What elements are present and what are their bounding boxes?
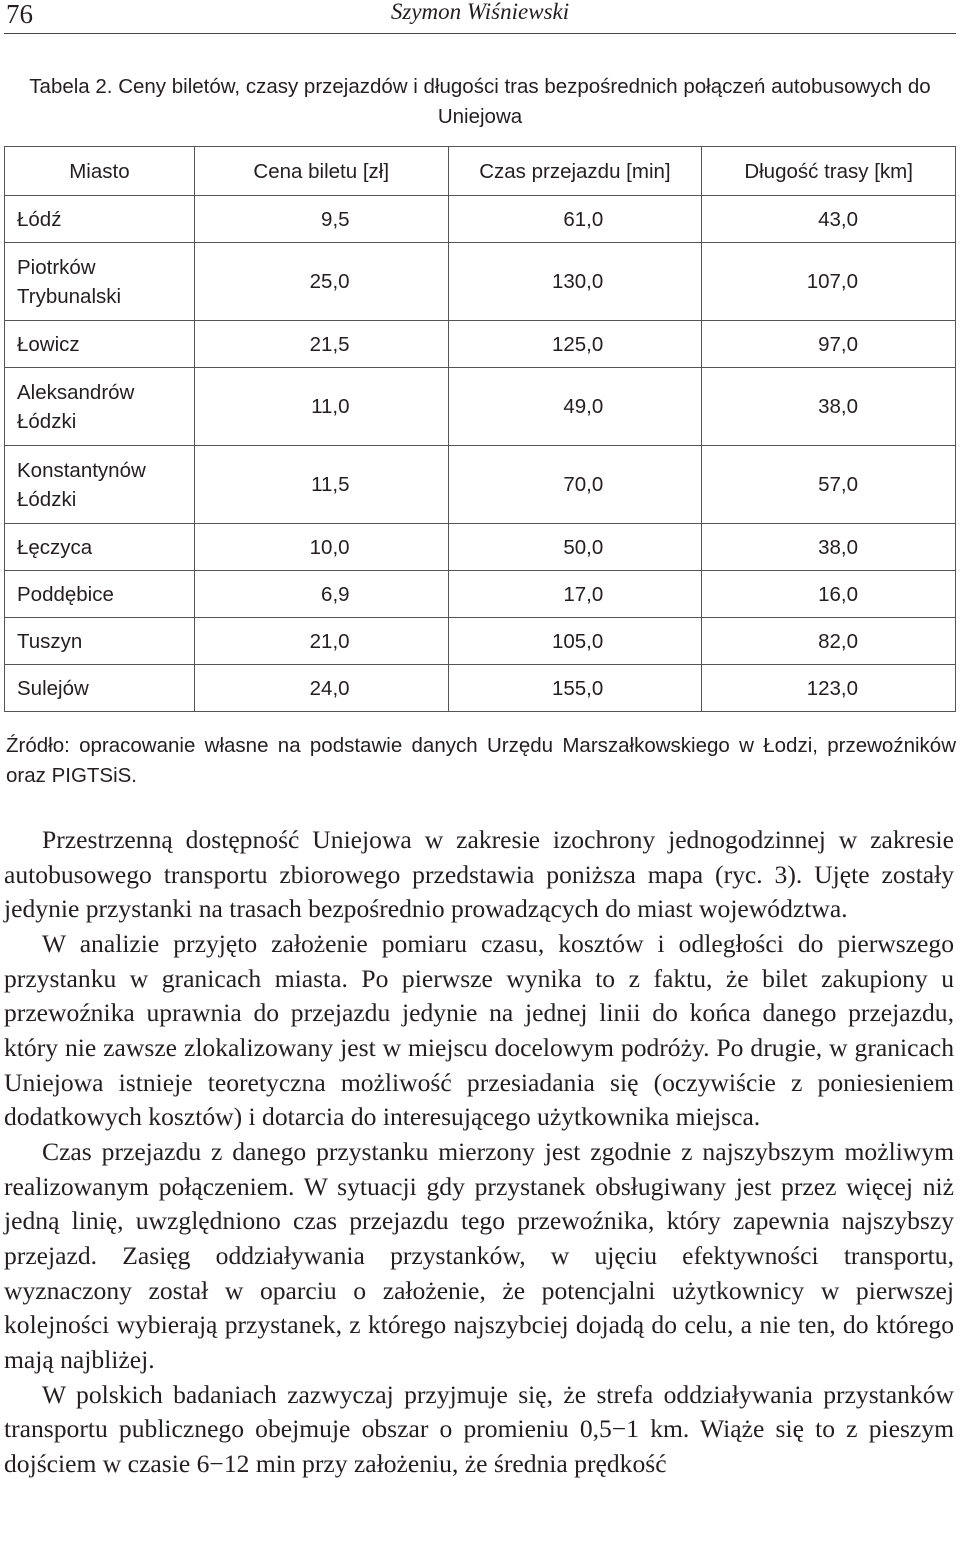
price-cell: 25,0 (194, 243, 448, 321)
table-row (5, 321, 956, 368)
city-cell: Łęczyca (5, 524, 195, 571)
time-cell: 105,0 (448, 618, 702, 665)
column-header-length: Długość trasy [km] (702, 147, 956, 196)
length-cell: 43,0 (702, 196, 956, 243)
price-cell: 21,0 (194, 618, 448, 665)
time-cell: 50,0 (448, 524, 702, 571)
length-cell: 123,0 (702, 665, 956, 712)
paragraph: Przestrzenną dostępność Uniejowa w zakresie izochrony jednogodzinnej w zakresie autobusowego transportu zbiorowego przedstawia poniższa mapa (ryc. 3). Ujęte zostały jedynie przystanki na trasach bezpośrednio prowadzących do miast województwa. (4, 825, 954, 924)
body-text (4, 823, 954, 1481)
length-cell: 97,0 (702, 321, 956, 368)
table-row (5, 524, 956, 571)
city-cell: Piotrków Trybunalski (5, 243, 195, 321)
table-header-row (5, 147, 956, 196)
price-cell: 11,5 (194, 446, 448, 524)
city-cell: Aleksandrów Łódzki (5, 368, 195, 446)
time-cell: 155,0 (448, 665, 702, 712)
table-row (5, 243, 956, 321)
time-cell: 70,0 (448, 446, 702, 524)
time-cell: 125,0 (448, 321, 702, 368)
time-cell: 17,0 (448, 571, 702, 618)
table-row (5, 618, 956, 665)
city-cell: Poddębice (5, 571, 195, 618)
length-cell: 57,0 (702, 446, 956, 524)
column-header-price: Cena biletu [zł] (194, 147, 448, 196)
column-header-city: Miasto (5, 147, 195, 196)
header-divider (4, 33, 956, 34)
price-cell: 21,5 (194, 321, 448, 368)
running-head-author: Szymon Wiśniewski (390, 0, 570, 24)
length-cell: 107,0 (702, 243, 956, 321)
city-cell: Łódź (5, 196, 195, 243)
city-cell: Sulejów (5, 665, 195, 712)
paragraph: W analizie przyjęto założenie pomiaru czasu, kosztów i odległości do pierwszego przystanku w granicach miasta. Po pierwsze wynika to z faktu, że bilet zakupiony u przewoźnika uprawnia do przejazdu jedynie na jednej linii do końca danego przejazdu, który nie zawsze zlokalizowany jest w miejscu docelowym podróży. Po drugie, w granicach Uniejowa istnieje teoretyczna możliwość przesiadania się (oczywiście z poniesieniem dodatkowych kosztów) i dotarcia do interesującego użytkownika miejsca. (4, 928, 954, 1132)
city-cell: Konstantynów Łódzki (5, 446, 195, 524)
price-cell: 6,9 (194, 571, 448, 618)
length-cell: 38,0 (702, 524, 956, 571)
table-row (5, 368, 956, 446)
price-cell: 10,0 (194, 524, 448, 571)
length-cell: 38,0 (702, 368, 956, 446)
city-cell: Tuszyn (5, 618, 195, 665)
price-cell: 24,0 (194, 665, 448, 712)
table-row (5, 571, 956, 618)
length-cell: 16,0 (702, 571, 956, 618)
paragraph: W polskich badaniach zazwyczaj przyjmuje się, że strefa oddziaływania przystanków transportu publicznego obejmuje obszar o promieniu 0,5−1 km. Wiąże się to z pieszym dojściem w czasie 6−12 min przy założeniu, że średnia prędkość (4, 1379, 954, 1478)
table-row (5, 665, 956, 712)
city-cell: Łowicz (5, 321, 195, 368)
data-table (4, 146, 956, 712)
column-header-time: Czas przejazdu [min] (448, 147, 702, 196)
time-cell: 49,0 (448, 368, 702, 446)
time-cell: 61,0 (448, 196, 702, 243)
table-row (5, 196, 956, 243)
length-cell: 82,0 (702, 618, 956, 665)
table-caption: Tabela 2. Ceny biletów, czasy przejazdów i długości tras bezpośrednich połączeń autobusowych do Uniejowa (29, 75, 931, 128)
price-cell: 9,5 (194, 196, 448, 243)
table-row (5, 446, 956, 524)
time-cell: 130,0 (448, 243, 702, 321)
paragraph: Czas przejazdu z danego przystanku mierzony jest zgodnie z najszybszym możliwym realizowanym połączeniem. W sytuacji gdy przystanek obsługiwany jest przez więcej niż jedną linię, uwzględniono czas przejazdu tego przewoźnika, który zapewnia najszybszy przejazd. Zasięg oddziaływania przystanków, w ujęciu efektywności transportu, wyznaczony został w oparciu o założenie, że potencjalni użytkownicy w pierwszej kolejności wybierają przystanek, z którego najszybciej dojadą do celu, a nie ten, do którego mają najbliżej. (4, 1136, 954, 1374)
table-source-note: Źródło: opracowanie własne na podstawie danych Urzędu Marszałkowskiego w Łodzi, przewoźników oraz PIGTSiS. (6, 734, 956, 787)
page-number: 76 (6, 0, 33, 29)
price-cell: 11,0 (194, 368, 448, 446)
